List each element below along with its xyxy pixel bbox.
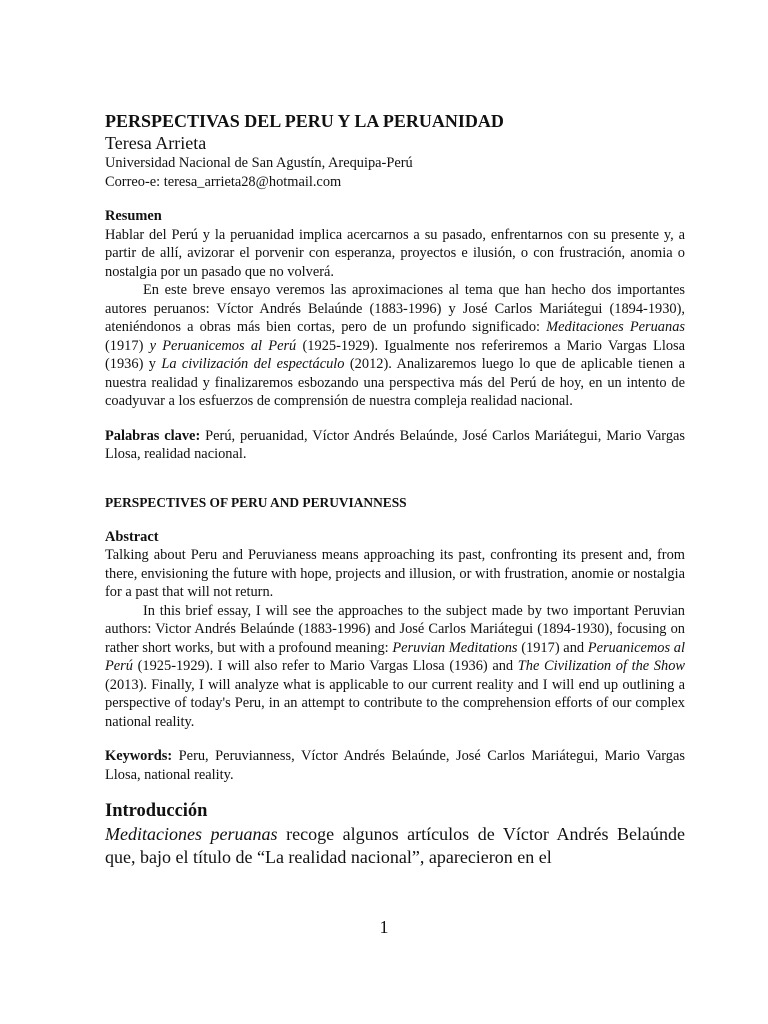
introduccion-work: Meditaciones peruanas — [105, 824, 278, 844]
resumen-p2-text-a: En este breve ensayo veremos las aproximaciones al tema que han hecho dos importantes autores peruanos: Víctor Andrés Belaúnde (1883-1996) y José Carlos Mariátegui (1894-1930), ateniéndonos a obras más bien cortas, pero de un profundo significado: — [105, 282, 685, 335]
abstract-p2-text-d: (2013). Finally, I will analyze what is applicable to our current reality and I will end up outlining a perspective of today's Peru, in an attempt to contribute to the comprehension efforts of our complex national reality. — [105, 676, 685, 730]
keywords-label: Keywords: — [105, 748, 173, 764]
resumen-heading: Resumen — [105, 208, 162, 224]
paper-title: PERSPECTIVAS DEL PERU Y LA PERUANIDAD — [105, 111, 504, 131]
abstract-p2-work-2: Peruanicemos al Perú — [105, 639, 685, 674]
author-email: Correo-e: teresa_arrieta28@hotmail.com — [105, 173, 342, 190]
introduccion-text: recoge algunos artículos de Víctor Andrés Belaúnde que, bajo el título de “La realidad nacional”, aparecieron en el — [105, 824, 685, 867]
keywords — [105, 747, 685, 784]
palabras-clave — [105, 427, 685, 464]
resumen-p2-work-2: y Peruanicemos al Perú — [149, 337, 297, 354]
english-title: PERSPECTIVES OF PERU AND PERUVIANNESS — [105, 494, 407, 510]
abstract-p2-text-a: In this brief essay, I will see the approaches to the subject made by two important Peruvian authors: Victor Andrés Belaúnde (1883-1996) and José Carlos Mariátegui (1894-1930), focusing on rather short works, but with a profound meaning: — [105, 602, 685, 656]
abstract-p2-work-3: The Civilization of the Show — [517, 658, 685, 674]
abstract-paragraph-2 — [105, 602, 685, 732]
keywords-text: Peru, Peruvianness, Víctor Andrés Belaúnde, José Carlos Mariátegui, Mario Vargas Llosa, national reality. — [105, 748, 685, 783]
author-affiliation: Universidad Nacional de San Agustín, Arequipa-Perú — [105, 155, 413, 171]
author-name: Teresa Arrieta — [105, 133, 207, 153]
resumen-paragraph-2 — [105, 281, 685, 411]
resumen-p2-text-d: (2012). Analizaremos luego lo que de aplicable tienen a nuestra realidad y finalizaremos esbozando una perspectiva más del Perú de hoy, en un intento de coadyuvar a los esfuerzos de comprensión de nuestra compleja realidad nacional. — [105, 356, 685, 409]
abstract-heading: Abstract — [105, 528, 159, 545]
introduccion-paragraph — [105, 823, 685, 869]
resumen-p2-work-1: Meditaciones Peruanas — [546, 319, 685, 335]
page-number: 1 — [379, 917, 389, 937]
abstract-p2-text-c: (1925-1929). I will also refer to Mario Vargas Llosa (1936) and — [132, 658, 518, 674]
introduccion-heading: Introducción — [105, 801, 208, 821]
abstract-paragraph-1: Talking about Peru and Peruvianess means approaching its past, confronting its present and, from there, envisioning the future with hope, projects and illusion, or with frustration, anomie or nostalgia for a past that will not return. — [105, 547, 685, 600]
document-page — [105, 110, 685, 869]
resumen-p2-work-3: La civilización del espectáculo — [161, 356, 345, 372]
palabras-clave-text: Perú, peruanidad, Víctor Andrés Belaúnde, José Carlos Mariátegui, Mario Vargas Llosa, realidad nacional. — [105, 427, 686, 462]
palabras-clave-label: Palabras clave: — [105, 427, 201, 444]
resumen-p2-text-b: (1917) — [105, 337, 150, 354]
abstract-p2-work-1: Peruvian Meditations — [392, 639, 518, 656]
resumen-p2-text-c: (1925-1929). Igualmente nos referiremos a Mario Vargas Llosa (1936) y — [105, 337, 686, 372]
abstract-p2-text-b: (1917) and — [517, 639, 588, 656]
resumen-paragraph-1: Hablar del Perú y la peruanidad implica acercarnos a su pasado, enfrentarnos con su presente y, a partir de allí, avizorar el porvenir con esperanza, proyectos e ilusión, o con frustración, anomia o nostalgia por un pasado que no volverá. — [105, 226, 685, 280]
